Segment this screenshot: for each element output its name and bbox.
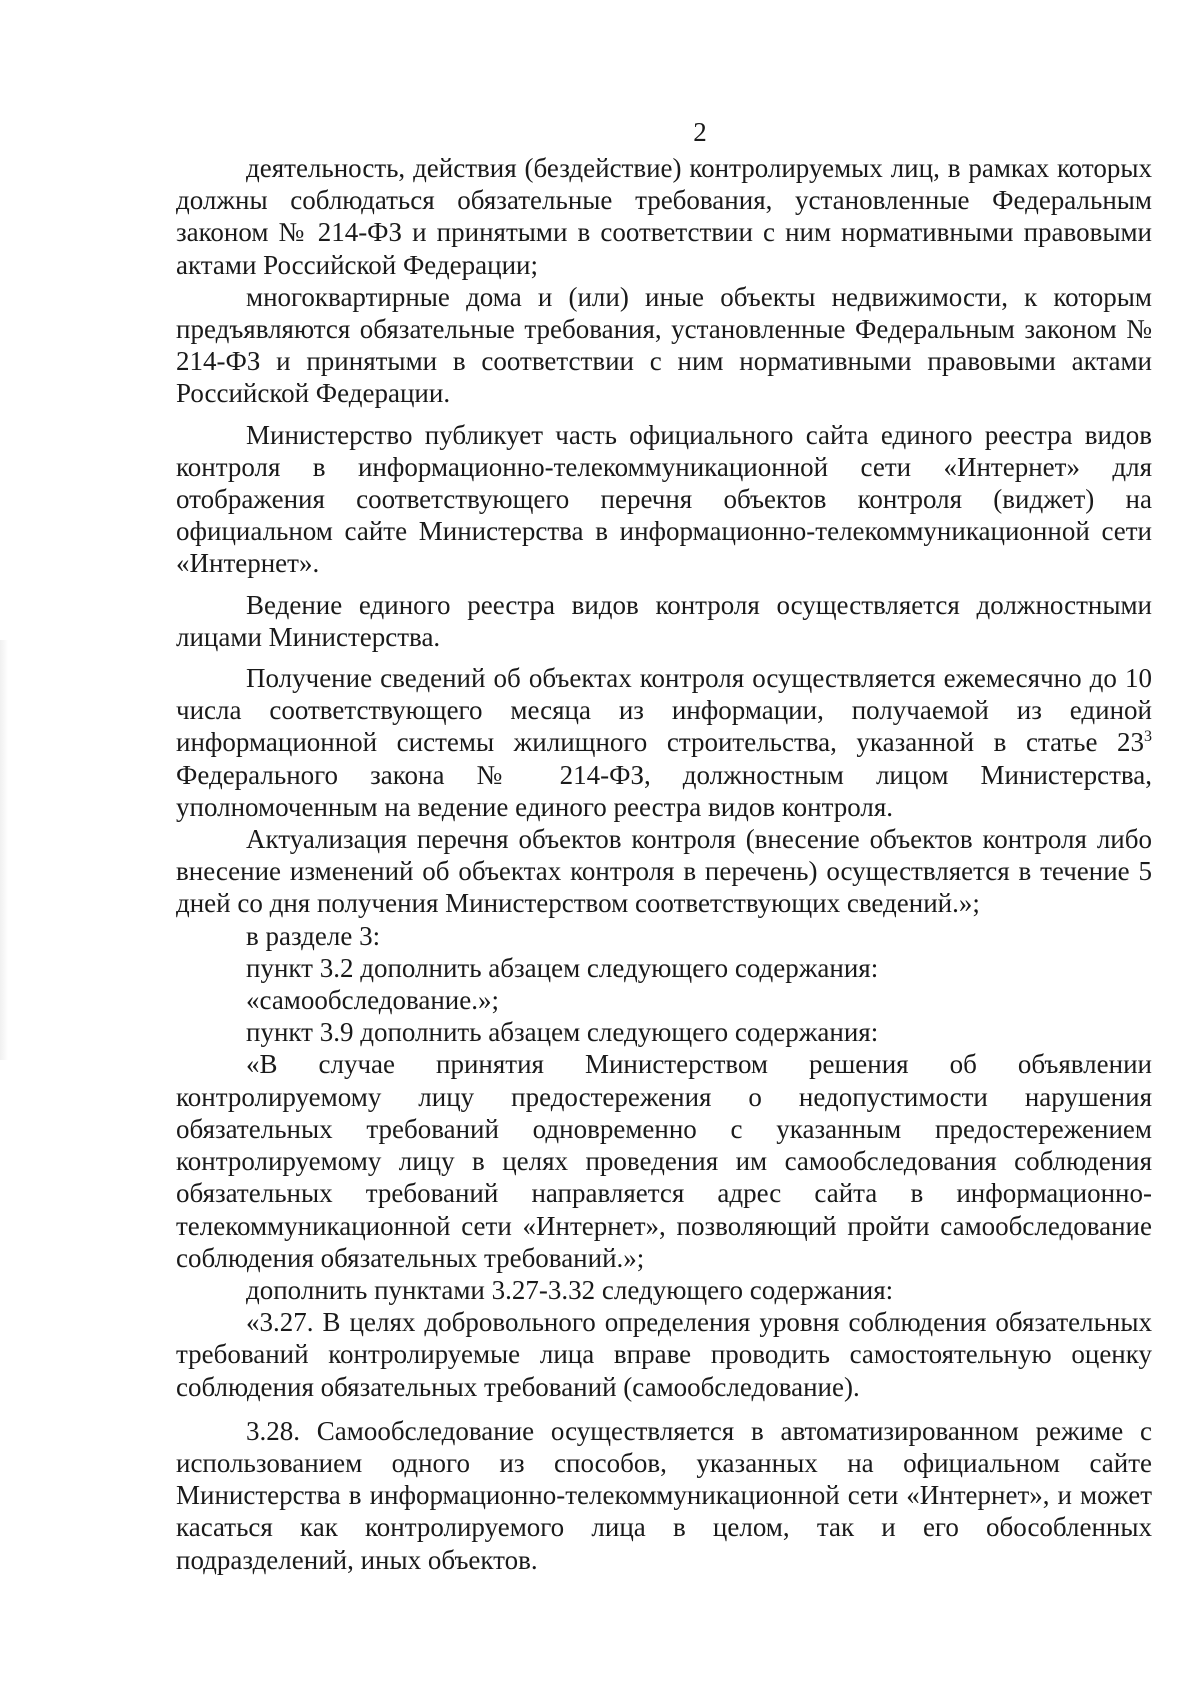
paragraph-ministry-publishes: Министерство публикует часть официального сайта единого реестра видов контроля в информационно-телекоммуникационной сети «Интернет» для отображения соответствующего перечня объектов контроля (виджет) на официальном сайте Министерства в информационно-телекоммуникационной сети «Интернет».: [176, 419, 1152, 579]
paragraph-activities: деятельность, действия (бездействие) контролируемых лиц, в рамках которых должны соблюдаться обязательные требования, установленные Федеральным законом № 214-ФЗ и принятыми в соответствии с ним нормативными правовыми актами Российской Федерации;: [176, 153, 1152, 280]
paragraph-point-3-9: пункт 3.9 дополнить абзацем следующего содержания:: [246, 1017, 879, 1048]
paragraph-warning-case: «В случае принятия Министерством решения об объявлении контролируемому лицу предостережения о недопустимости нарушения обязательных требований одновременно с указанным предостережением контролируемому лицу в целях проведения им самообследования соблюдения обязательных требований направляется адрес сайта в информационно-телекоммуникационной сети «Интернет», позволяющий пройти самообследование соблюдения обязательных требований.»;: [176, 1049, 1152, 1273]
document-body: [176, 152, 1152, 1576]
paragraph-point-3-2: пункт 3.2 дополнить абзацем следующего содержания:: [246, 952, 879, 983]
page-number: 2: [693, 117, 707, 147]
paragraph-obtaining-info: [176, 662, 1152, 823]
paragraph-buildings: многоквартирные дома и (или) иные объекты недвижимости, к которым предъявляются обязательные требования, установленные Федеральным законом № 214-ФЗ и принятыми в соответствии с ним нормативными правовыми актами Российской Федерации.: [176, 281, 1152, 409]
scan-shadow: [0, 640, 8, 1060]
paragraph-point-3-27: «3.27. В целях добровольного определения уровня соблюдения обязательных требований контролируемые лица вправе проводить самостоятельную оценку соблюдения обязательных требований (самообследование).: [176, 1307, 1152, 1402]
paragraph-registry-maintenance: Ведение единого реестра видов контроля осуществляется должностными лицами Министерства.: [176, 589, 1152, 652]
paragraph-point-3-28: 3.28. Самообследование осуществляется в автоматизированном режиме с использованием одного из способов, указанных на официальном сайте Министерства в информационно-телекоммуникационной сети «Интернет», и может касаться как контролируемого лица в целом, так и его обособленных подразделений, иных объектов.: [176, 1415, 1152, 1575]
paragraph-self-inspection-quote: «самообследование.»;: [246, 985, 499, 1016]
paragraph-obtaining-info-after: Федерального закона № 214-ФЗ, должностным лицом Министерства, уполномоченным на ведение единого реестра видов контроля.: [176, 759, 1152, 822]
paragraph-obtaining-info-before: Получение сведений об объектах контроля осуществляется ежемесячно до 10 числа соответствующего месяца из информации, получаемой из единой информационной системы жилищного строительства, указанной в статье 23: [176, 663, 1152, 758]
paragraph-add-points: дополнить пунктами 3.27-3.32 следующего содержания:: [246, 1274, 894, 1305]
paragraph-update-list: Актуализация перечня объектов контроля (внесение объектов контроля либо внесение изменений об объектах контроля в перечень) осуществляется в течение 5 дней со дня получения Министерством соответствующих сведений.»;: [176, 824, 1152, 919]
article-superscript: 3: [1144, 728, 1152, 746]
paragraph-section-3: в разделе 3:: [246, 920, 381, 951]
